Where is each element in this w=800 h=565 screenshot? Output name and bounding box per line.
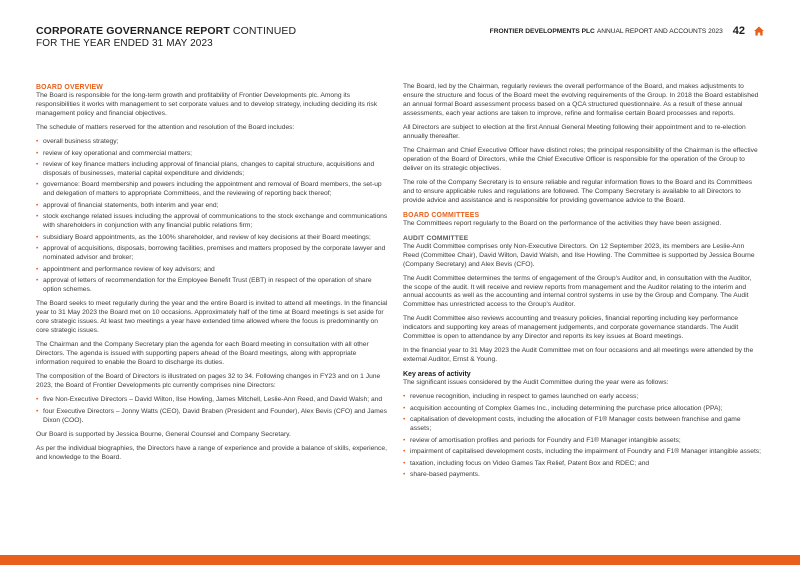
section-title bbox=[36, 25, 296, 37]
paragraph: The Audit Committee determines the terms of engagement of the Group's Auditor and, in consultation with the Auditor, the scope of the audit. It will receive and review reports from management and the Auditor relating to the interim and annual accounts as well as the accounting and internal control systems in use by the Group and Company. The Audit Committee has unrestricted access to the Group's Auditor. bbox=[403, 274, 752, 309]
list-item: • review of key finance matters including approval of financial plans, changes to capital structure, acquisitions and disposals of businesses, material capital expenditure and dividends; bbox=[36, 161, 390, 179]
list-item: • review of amortisation profiles and periods for Foundry and F1® Manager intangible assets; bbox=[403, 437, 761, 446]
paragraph: Our Board is supported by Jessica Bourne, General Counsel and Company Secretary. bbox=[36, 430, 291, 438]
list-item: • share-based payments. bbox=[403, 471, 761, 480]
page-number: 42 bbox=[732, 25, 745, 37]
list-item: • review of key operational and commercial matters; bbox=[36, 150, 390, 159]
list-item: • appointment and performance review of key advisors; and bbox=[36, 266, 390, 275]
report-name: ANNUAL REPORT AND ACCOUNTS 2023 bbox=[596, 27, 723, 35]
paragraph: In the financial year to 31 May 2023 the Audit Committee met on four occasions and all meetings were attended by the external Auditor, Ernst & Young. bbox=[403, 347, 754, 364]
list-item: • subsidiary Board appointments, as the 100% shareholder, and review of key decisions at their Board meetings; bbox=[36, 234, 390, 243]
list-item: • five Non-Executive Directors – David Wilton, Ilse Howling, James Mitchell, Leslie-Ann Reed, and David Walsh; and bbox=[36, 396, 390, 405]
key-areas-heading: Key areas of activity bbox=[403, 371, 471, 379]
section-title-text: CORPORATE GOVERNANCE REPORT bbox=[36, 25, 230, 37]
paragraph: All Directors are subject to election at the first Annual General Meeting following their appointment and to re-election annually thereafter. bbox=[403, 123, 746, 140]
paragraph: The Audit Committee also reviews accounting and treasury policies, financial reporting including key performance indicators and supporting key areas of management judgements, and corporate governance standards. The Audit Committee is open to attendance by any Director and reports its key issues at Board meetings. bbox=[403, 315, 739, 341]
list-item: • approval of financial statements, both interim and year end; bbox=[36, 202, 390, 211]
list-item: • four Executive Directors – Jonny Watts (CEO), David Braben (President and Founder), Alex Bevis (CFO) and James Dixon (COO). bbox=[36, 408, 390, 426]
paragraph: The Board is responsible for the long-term growth and profitability of Frontier Developments plc. Among its responsibilities it works with management to set corporate values and to develop strategy, including deciding its risk management policy and financial objectives. bbox=[36, 92, 378, 117]
footer-bar bbox=[0, 555, 800, 565]
list-item: • overall business strategy; bbox=[36, 138, 390, 147]
home-icon[interactable] bbox=[754, 26, 764, 36]
list-item: • taxation, including focus on Video Games Tax Relief, Patent Box and RDEC; and bbox=[403, 460, 761, 469]
significant-issues-list bbox=[403, 393, 761, 480]
left-column bbox=[36, 83, 390, 468]
section-title-suffix: CONTINUED bbox=[232, 25, 297, 37]
list-item: • revenue recognition, including in respect to games launched on early access; bbox=[403, 393, 761, 402]
paragraph: As per the individual biographies, the Directors have a range of experience and provide a balance of skills, experience, and knowledge to the Board. bbox=[36, 445, 387, 461]
list-item: • approval of acquisitions, disposals, borrowing facilities, premises and matters proposed by the corporate lawyer and nominated advisor and broker; bbox=[36, 245, 390, 263]
board-overview-heading: BOARD OVERVIEW bbox=[36, 84, 103, 91]
list-item: • approval of letters of recommendation for the Employee Benefit Trust (EBT) in respect of the operation of share option schemes. bbox=[36, 277, 390, 295]
paragraph: The Chairman and the Company Secretary plan the agenda for each Board meeting in consultation with all other Directors. The agenda is issued with supporting papers ahead of the Board meetings, along with appropriate information required to enable the Board to discharge its duties. bbox=[36, 341, 369, 367]
directors-list bbox=[36, 396, 390, 425]
paragraph: The role of the Company Secretary is to ensure reliable and regular information flows to the Board and its Committees and to ensure applicable rules and regulations are followed. The Company Secretary is available to all Directors to provide advice and assistance and is responsible for providing governance advice to the Board. bbox=[403, 178, 753, 204]
list-item: • impairment of capitalised development costs, including the impairment of Foundry and F1® Manager intangible assets; bbox=[403, 448, 761, 457]
paragraph: The schedule of matters reserved for the attention and resolution of the Board includes: bbox=[36, 123, 295, 131]
paragraph: The Board seeks to meet regularly during the year and the entire Board is invited to attend all meetings. In the financial year to 31 May 2023 the Board met on 10 occasions. Approximately half of the time at Board meetings is set aside for core strategic issues. At least two meetings a year have extended time allowed where the focus is predominantly on core strategic issues. bbox=[36, 300, 388, 335]
paragraph: The Audit Committee comprises only Non-Executive Directors. On 12 September 2023, its members are Leslie-Ann Reed (Committee Chair), David Wilton, David Walsh, and Ilse Howling. The Committee is supported by Jessica Bourne (Company Secretary) and Alex Bevis (CFO). bbox=[403, 242, 755, 268]
report-header bbox=[36, 25, 296, 49]
running-header bbox=[490, 25, 764, 37]
right-column bbox=[403, 83, 761, 486]
list-item: • acquisition accounting of Complex Games Inc., including determining the purchase price allocation (PPA); bbox=[403, 405, 761, 414]
paragraph: The Committees report regularly to the Board on the performance of the activities they have been assigned. bbox=[403, 219, 722, 227]
list-item: • capitalisation of development costs, including the allocation of F1® Manager costs between franchise and game assets; bbox=[403, 416, 761, 434]
paragraph: The significant issues considered by the Audit Committee during the year were as follows: bbox=[403, 379, 669, 387]
reserved-matters-list bbox=[36, 138, 390, 295]
section-subtitle: FOR THE YEAR ENDED 31 MAY 2023 bbox=[36, 38, 213, 49]
list-item: • stock exchange related issues including the approval of communications to the stock exchange and communications with shareholders in conjunction with any financial public relations firm; bbox=[36, 213, 390, 231]
paragraph: The composition of the Board of Directors is illustrated on pages 32 to 34. Following changes in FY23 and on 1 June 2023, the Board of Frontier Developments plc currently comprises nine Directors: bbox=[36, 373, 381, 390]
board-committees-heading: BOARD COMMITTEES bbox=[403, 211, 480, 219]
paragraph: The Chairman and Chief Executive Officer have distinct roles; the principal responsibility of the Chairman is the effective operation of the Board of Directors, while the Chief Executive Officer is responsible for the operation of the Group to deliver on its strategic objectives. bbox=[403, 146, 758, 172]
paragraph: The Board, led by the Chairman, regularly reviews the overall performance of the Board, and makes adjustments to ensure the structure and focus of the Board meet the evolving requirements of the Group. In 2018 the Board established an annual formal Board assessment process based on a QCA structured questionnaire. As a result of these annual assessments, each year actions are taken to improve, refine and formalise certain Board processes and reports. bbox=[403, 83, 759, 117]
audit-committee-heading: AUDIT COMMITTEE bbox=[403, 234, 469, 242]
company-name: FRONTIER DEVELOPMENTS PLC bbox=[489, 27, 595, 35]
list-item: • governance: Board membership and powers including the appointment and removal of Board members, the set-up and delegation of matters to appropriate Committees, and the reviewing of reporting back thereof; bbox=[36, 181, 390, 199]
